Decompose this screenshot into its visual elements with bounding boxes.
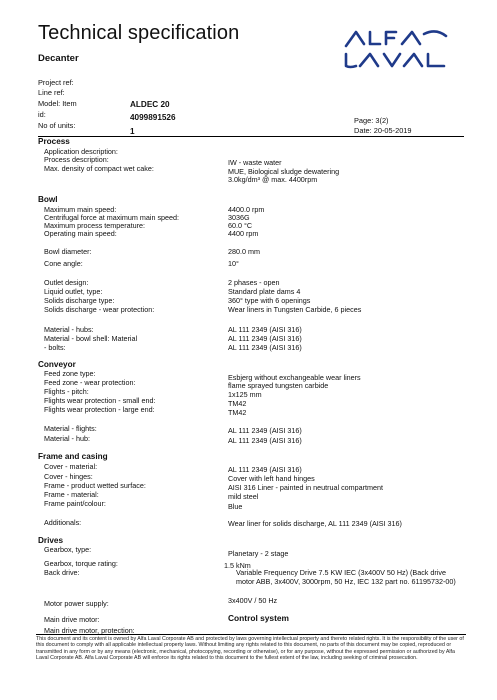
spec-label: Flights - pitch:	[44, 387, 89, 396]
spec-value: 3036G	[228, 213, 250, 222]
document-date: Date: 20-05-2019	[354, 126, 412, 135]
spec-value: 4400.0 rpm	[228, 205, 265, 214]
section-title-frame: Frame and casing	[38, 452, 108, 461]
spec-label: Feed zone type:	[44, 369, 96, 378]
units-value: 1	[130, 127, 135, 136]
spec-value: Planetary - 2 stage	[228, 549, 289, 558]
model-label: Model: Item	[38, 99, 77, 108]
footer-divider	[36, 634, 466, 635]
id-label: id:	[38, 110, 46, 119]
spec-value: flame sprayed tungsten carbide	[228, 381, 329, 390]
spec-value: AL 111 2349 (AISI 316)	[228, 436, 302, 445]
spec-label: Gearbox, type:	[44, 545, 92, 554]
spec-value: MUE, Biological sludge dewatering	[228, 167, 340, 176]
spec-row	[44, 519, 464, 528]
spec-label: Material - hubs:	[44, 325, 94, 334]
spec-label: Flights wear protection - large end:	[44, 405, 155, 414]
spec-value: Wear liner for solids discharge, AL 111 2349 (AISI 316)	[228, 519, 402, 528]
spec-value: AL 111 2349 (AISI 316)	[228, 426, 302, 435]
spec-value: 10°	[228, 259, 239, 268]
spec-label: Application description:	[44, 147, 118, 156]
spec-row	[44, 176, 464, 185]
spec-label: Frame paint/colour:	[44, 499, 106, 508]
document-subtitle: Decanter	[38, 53, 79, 64]
spec-value: TM42	[228, 399, 247, 408]
spec-label: Cover - hinges:	[44, 472, 93, 481]
section-title-conveyor: Conveyor	[38, 360, 76, 369]
spec-row	[44, 569, 464, 599]
spec-value: mild steel	[228, 492, 259, 501]
section-title-drives: Drives	[38, 536, 64, 545]
spec-label: Maximum main speed:	[44, 205, 117, 214]
spec-label: Material - flights:	[44, 424, 97, 433]
spec-label: Additionals:	[44, 518, 82, 527]
spec-label: Solids discharge type:	[44, 296, 115, 305]
spec-value: AL 111 2349 (AISI 316)	[228, 325, 302, 334]
spec-value: Wear liners in Tungsten Carbide, 6 pieces	[228, 305, 362, 314]
spec-row	[44, 344, 464, 353]
spec-label: Bowl diameter:	[44, 247, 92, 256]
spec-value: Standard plate dams 4	[228, 287, 301, 296]
line-ref-label: Line ref:	[38, 88, 65, 97]
spec-label: Gearbox, torque rating:	[44, 559, 118, 568]
spec-row	[44, 248, 464, 257]
spec-row	[44, 491, 464, 500]
spec-label: Material - bowl shell: Material	[44, 334, 138, 343]
spec-label: - bolts:	[44, 343, 66, 352]
header-divider	[38, 136, 464, 137]
spec-value: 60.0 °C	[228, 221, 253, 230]
spec-row	[44, 165, 464, 174]
spec-label: Centrifugal force at maximum main speed:	[44, 213, 180, 222]
spec-label: Main drive motor:	[44, 615, 100, 624]
spec-label: Feed zone - wear protection:	[44, 378, 136, 387]
spec-row	[44, 463, 464, 472]
spec-label: Material - hub:	[44, 434, 90, 443]
section-title-bowl: Bowl	[38, 195, 58, 204]
spec-row	[44, 482, 464, 491]
id-value: 4099891526	[130, 113, 176, 122]
spec-value: 4400 rpm	[228, 229, 259, 238]
spec-label: Cover - material:	[44, 462, 98, 471]
alfa-laval-logo	[340, 24, 452, 74]
spec-row	[44, 545, 464, 558]
spec-value: 2 phases - open	[228, 278, 280, 287]
spec-value: 360° type with 6 openings	[228, 296, 311, 305]
spec-label: Maximum process temperature:	[44, 221, 146, 230]
spec-value: AL 111 2349 (AISI 316)	[228, 343, 302, 352]
spec-label: Cone angle:	[44, 259, 83, 268]
spec-value: 280.0 mm	[228, 247, 260, 256]
spec-row	[44, 306, 464, 315]
model-value: ALDEC 20	[130, 100, 170, 109]
spec-value: Variable Frequency Drive 7.5 KW IEC (3x400V 50 Hz) (Back drive motor ABB, 3x400V, 3000rpm, 50 Hz, IEC 132 part no. 61195732-00)	[236, 568, 456, 586]
spec-label: Frame - material:	[44, 490, 99, 499]
spec-label: Max. density of compact wet cake:	[44, 164, 154, 173]
section-title-process: Process	[38, 137, 70, 146]
project-ref-label: Project ref:	[38, 78, 74, 87]
spec-row	[44, 379, 464, 388]
spec-value: Esbjerg without exchangeable wear liners	[228, 373, 361, 382]
spec-label: Liquid outlet, type:	[44, 287, 103, 296]
spec-row	[44, 500, 464, 509]
spec-value: 3x400V / 50 Hz	[228, 596, 278, 605]
spec-value: AL 111 2349 (AISI 316)	[228, 465, 302, 474]
spec-value: AISI 316 Liner - painted in neutrual compartment	[228, 483, 384, 492]
spec-label: Main drive motor, protection:	[44, 626, 135, 635]
spec-value: 3.0kg/dm³ @ max. 4400rpm	[228, 175, 318, 184]
units-label: No of units:	[38, 121, 76, 130]
legal-disclaimer: This document and its content is owned by Alfa Laval Corporate AB and protected by laws governing intellectual property and thereto related rights. It is the responsibility of the user of this document to comply with all applicable intellectual property laws. Without limiting any rights related to this document, no parts of this document may be copied, reproduced or transmitted in any form or by any means (electronic, mechanical, photocopying, recording or otherwise), or for any purpose, without the expressed permission or authorized by Alfa Laval Corporate AB. Alfa Laval Corporate AB will enforce its rights related to this document to the fullest extent of the law, including seeking of criminal prosecution.	[36, 636, 464, 661]
spec-row	[44, 596, 464, 609]
spec-value: AL 111 2349 (AISI 316)	[228, 334, 302, 343]
section-title-control-system: Control system	[228, 613, 289, 623]
spec-row	[44, 230, 464, 239]
spec-value: IW - waste water	[228, 158, 282, 167]
spec-row	[44, 425, 464, 434]
page-number: Page: 3(2)	[354, 116, 389, 125]
spec-label: Back drive:	[44, 568, 80, 577]
spec-value: Blue	[228, 502, 243, 511]
spec-label: Process description:	[44, 155, 109, 164]
spec-label: Outlet design:	[44, 278, 89, 287]
spec-row	[44, 435, 464, 444]
spec-label: Solids discharge - wear protection:	[44, 305, 155, 314]
spec-label: Operating main speed:	[44, 229, 117, 238]
page-title: Technical specification	[38, 22, 240, 44]
spec-row	[44, 260, 464, 269]
spec-label: Flights wear protection - small end:	[44, 396, 156, 405]
spec-value: TM42	[228, 408, 247, 417]
spec-label: Frame - product wetted surface:	[44, 481, 146, 490]
spec-label: Motor power supply:	[44, 599, 109, 608]
spec-value: 1.5 kNm	[224, 561, 251, 570]
spec-value: 1x125 mm	[228, 390, 262, 399]
spec-value: Cover with left hand hinges	[228, 474, 315, 483]
spec-row	[44, 406, 464, 415]
